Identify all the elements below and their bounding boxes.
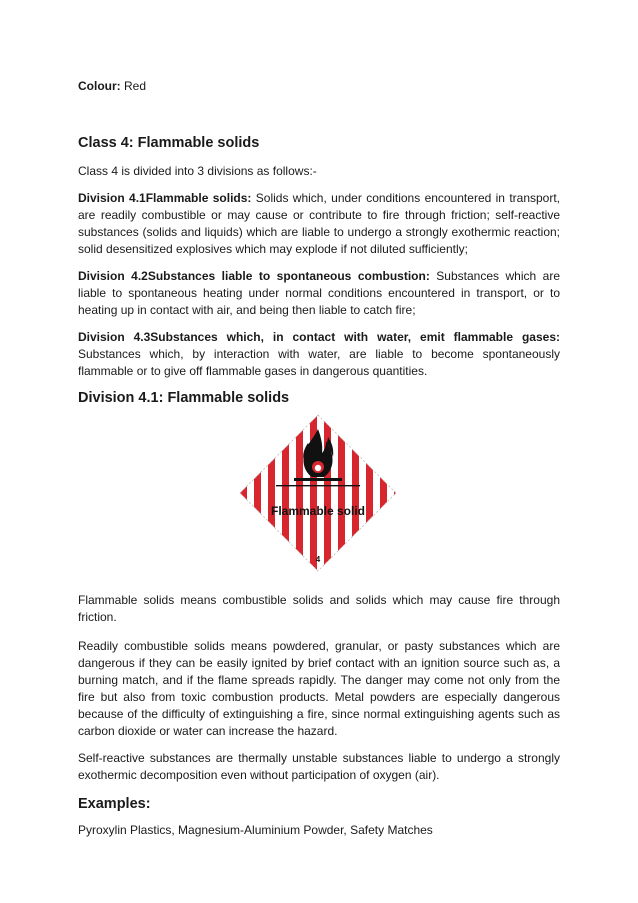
placard-rule — [276, 485, 360, 486]
readily-combustible-paragraph: Readily combustible solids means powdered, granular, or pasty substances which are dangerous if they can be easily ignited by brief contact with an ignition source such as, a burning match, and if the flame spreads rapidly. The danger may come not only from the fire but also from toxic combustion products. Metal powders are especially dangerous because of the difficulty of extinguishing a fire, since normal extinguishing agents such as carbon dioxide or water can increase the hazard. — [78, 639, 560, 738]
division-4-3-title: Division 4.3Substances which, in contact with water, emit flammable gases: — [78, 330, 560, 344]
placard-graphic — [236, 411, 400, 575]
placard-stripe — [254, 411, 261, 575]
placard-label: Flammable solid — [270, 504, 366, 518]
examples-text: Pyroxylin Plastics, Magnesium-Aluminium Powder, Safety Matches — [78, 823, 433, 837]
lower-content — [78, 592, 560, 839]
division-4-3-text: Substances which, by interaction with water, are liable to become spontaneously flammable or to give off flammable gases in dangerous quantities. — [78, 347, 560, 378]
division-4-1-text: Solids which, under conditions encountered in transport, are readily combustible or may cause or contribute to fire through friction; self-reactive substances (solids and liquids) which are liable to undergo a strongly exothermic reaction; solid desensitized explosives which may explode if not diluted sufficiently; — [78, 191, 561, 256]
placard-stripe — [324, 411, 331, 575]
placard-stripe — [394, 411, 400, 575]
division-4-2-paragraph — [78, 268, 560, 319]
placard-number: 4 — [315, 555, 321, 564]
division41-heading: Division 4.1: Flammable solids — [78, 390, 290, 406]
division-4-1-title: Division 4.1Flammable solids: — [78, 191, 252, 205]
division-4-3-paragraph — [78, 329, 560, 380]
division-4-2-title: Division 4.2Substances liable to spontaneous combustion: — [78, 269, 430, 283]
colour-label: Colour: — [78, 79, 121, 93]
colour-value: Red — [120, 79, 147, 93]
flammable-solid-placard — [236, 411, 400, 575]
placard-stripe — [268, 411, 275, 575]
class4-intro: Class 4 is divided into 3 divisions as follows:- — [78, 164, 317, 178]
examples-heading: Examples: — [78, 796, 151, 812]
placard-stripe — [366, 411, 373, 575]
division-4-2-text: Substances which are liable to spontaneous heating under normal conditions encountered in transport, or to heating up in contact with air, and being then liable to catch fire; — [78, 269, 560, 317]
placard-stripe — [352, 411, 359, 575]
division-4-1-paragraph — [78, 190, 560, 258]
flammable-solids-definition: Flammable solids means combustible solids and solids which may cause fire through friction. — [78, 593, 560, 624]
upper-content — [78, 78, 560, 408]
placard-stripe — [380, 411, 387, 575]
placard-stripe — [240, 411, 247, 575]
placard-stripe — [282, 411, 289, 575]
colour-line — [78, 78, 560, 95]
class4-heading: Class 4: Flammable solids — [78, 135, 260, 151]
self-reactive-paragraph: Self-reactive substances are thermally unstable substances liable to undergo a strongly exothermic decomposition even without participation of oxygen (air). — [78, 751, 560, 782]
